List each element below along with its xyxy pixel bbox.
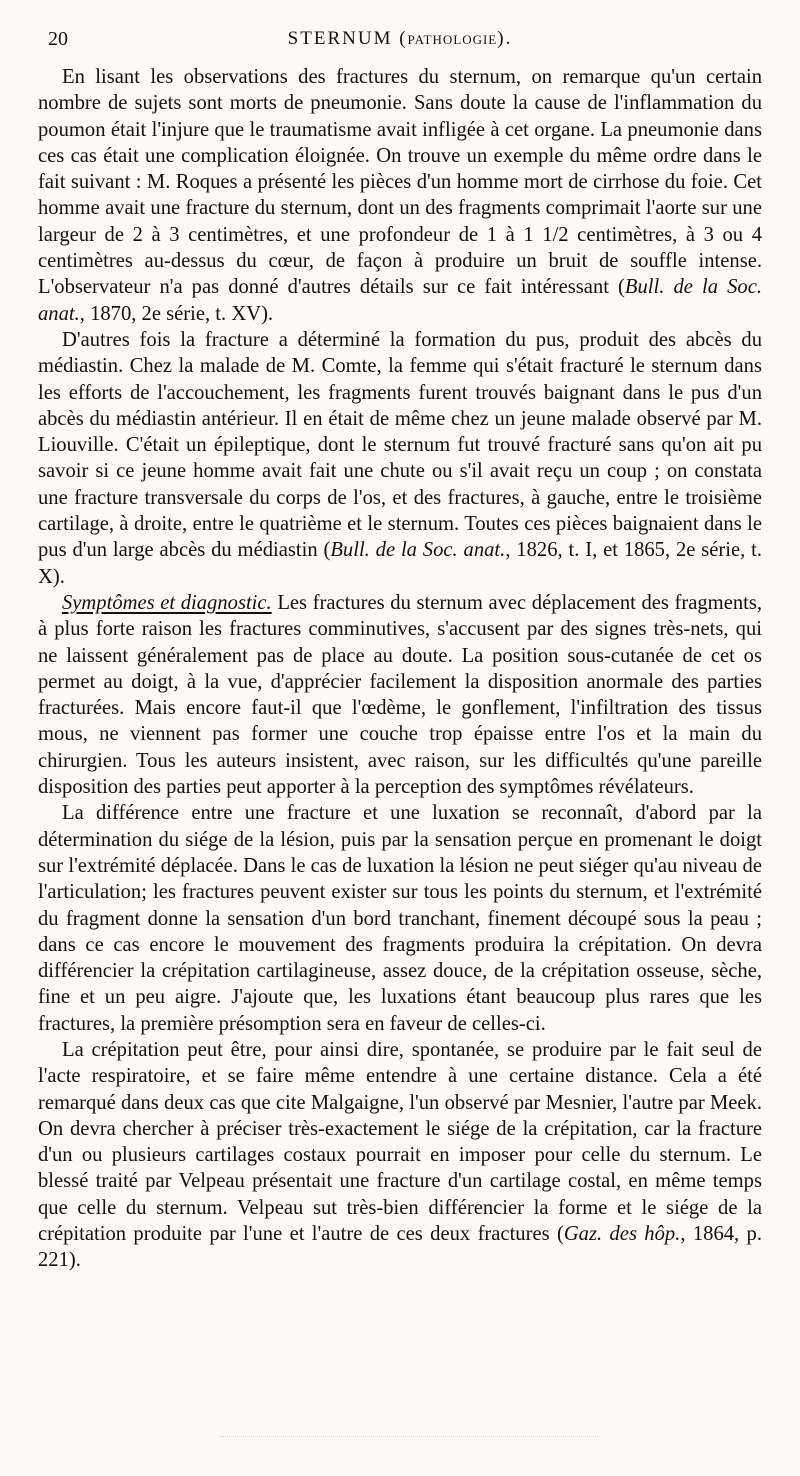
page-bottom-speckle (220, 1436, 600, 1443)
running-title-end: ). (497, 28, 513, 49)
paragraph-3 (38, 590, 762, 800)
paragraph-2-text: D'autres fois la fracture a déterminé la formation du pus, produit des abcès du médiastin. Chez la malade de M. Comte, la femme qui s'était fracturé le sternum dans les efforts de l'accouchement, les fragments furent trouvés baignant dans le pus d'un abcès du médiastin antérieur. Il en était de même chez un jeune malade observé par M. Liouville. C'était un épileptique, dont le sternum fut trouvé fracturé sans qu'on ait pu savoir si ce jeune homme avait fait une chute ou s'il avait reçu un coup ; on constata une fracture transversale du corps de l'os, et des fractures, à gauche, entre le troisième cartilage, à droite, entre le quatrième et le sternum. Toutes ces pièces baignaient dans le pus d'un large abcès du médiastin ( (38, 328, 762, 562)
running-title-subject: PATHOLOGIE (407, 32, 498, 47)
paragraph-3-text: Les fractures du sternum avec déplacement des fragments, à plus forte raison les fractures comminutives, s'accusent par des signes très-nets, qui ne laissent généralement pas de place au doute. La position sous-cutanée de cet os permet au doigt, à la vue, d'apprécier facilement la disposition anormale des parties fracturées. Mais encore faut-il que l'œdème, le gonflement, l'infiltration des tissus mous, ne viennent pas former une couche trop épaisse entre l'os et la main du chirurgien. Tous les auteurs insistent, avec raison, sur les difficultés qu'une pareille disposition des parties peut apporter à la perception des symptômes révélateurs. (38, 591, 763, 799)
running-title-main: STERNUM ( (287, 28, 408, 49)
paragraph-1-reference: Bull. de la Soc. anat. (38, 276, 762, 325)
paragraph-1-text: En lisant les observations des fractures du sternum, on remarque qu'un certain nombre de sujets sont morts de pneumonie. Sans doute la cause de l'inflammation du poumon était l'injure que le traumatisme avait infligée à cet organe. La pneumonie dans ces cas était une complication éloignée. On trouve un exemple du même ordre dans le fait suivant : M. Roques a présenté les pièces d'un homme mort de cirrhose du foie. Cet homme avait une fracture du sternum, dont un des fragments comprimait l'aorte sur une largeur de 2 à 3 centimètres, et une profondeur de 1 à 1 1/2 centimètres, à 3 ou 4 centimètres au-dessus du cœur, de façon à produire un bruit de souffle intense. L'observateur n'a pas donné d'autres détails sur ce fait intéressant ( (38, 66, 762, 299)
paragraph-1 (38, 64, 762, 327)
page-header (40, 22, 760, 52)
section-heading: Symptômes et diagnostic. (62, 591, 272, 614)
paragraph-4-text: La différence entre une fracture et une luxation se reconnaît, d'abord par la détermination du siége de la lésion, puis par la sensation perçue en promenant le doigt sur l'extrémité déplacée. Dans le cas de luxation la lésion ne peut siéger qu'au niveau de l'articulation; les fractures peuvent exister sur tous les points du sternum, et l'extrémité du fragment donne la sensation d'un bord tranchant, finement découpé sous la peau ; dans ce cas encore le mouvement des fragments produira la crépitation. On devra différencier la crépitation cartilagineuse, assez douce, de la crépitation osseuse, sèche, fine et un peu aigre. J'ajoute que, les luxations étant beaucoup plus rares que les fractures, la première présomption sera en faveur de celles-ci. (38, 802, 762, 1035)
paragraph-2-reference: Bull. de la Soc. anat. (330, 539, 506, 562)
paragraph-4 (38, 800, 762, 1037)
paragraph-5-text: La crépitation peut être, pour ainsi dire, spontanée, se produire par le fait seul de l'acte respiratoire, et se faire même entendre à une certaine distance. Cela a été remarqué dans deux cas que cite Malgaigne, l'un observé par Mesnier, l'autre par Meek. On devra chercher à préciser très-exactement le siége de la crépitation, car la fracture d'un ou plusieurs cartilages costaux pourrait en imposer pour celle du sternum. Le blessé traité par Velpeau présentait une fracture d'un cartilage costal, en même temps que celle du sternum. Velpeau sut très-bien différencier la forme et le siége de la crépitation produite par l'une et l'autre de ces deux fractures ( (38, 1038, 762, 1246)
body-text (38, 64, 762, 1274)
running-title (40, 28, 760, 50)
paragraph-2 (38, 327, 762, 590)
paragraph-2-end: , 1826, t. I, et 1865, 2e série, t. X). (38, 539, 762, 588)
paragraph-1-end: , 1870, 2e série, t. XV). (79, 302, 274, 325)
page-number: 20 (48, 28, 68, 50)
paragraph-5-end: , 1864, p. 221). (38, 1223, 763, 1272)
paragraph-5 (38, 1037, 762, 1274)
paragraph-5-reference: Gaz. des hôp. (563, 1223, 681, 1246)
